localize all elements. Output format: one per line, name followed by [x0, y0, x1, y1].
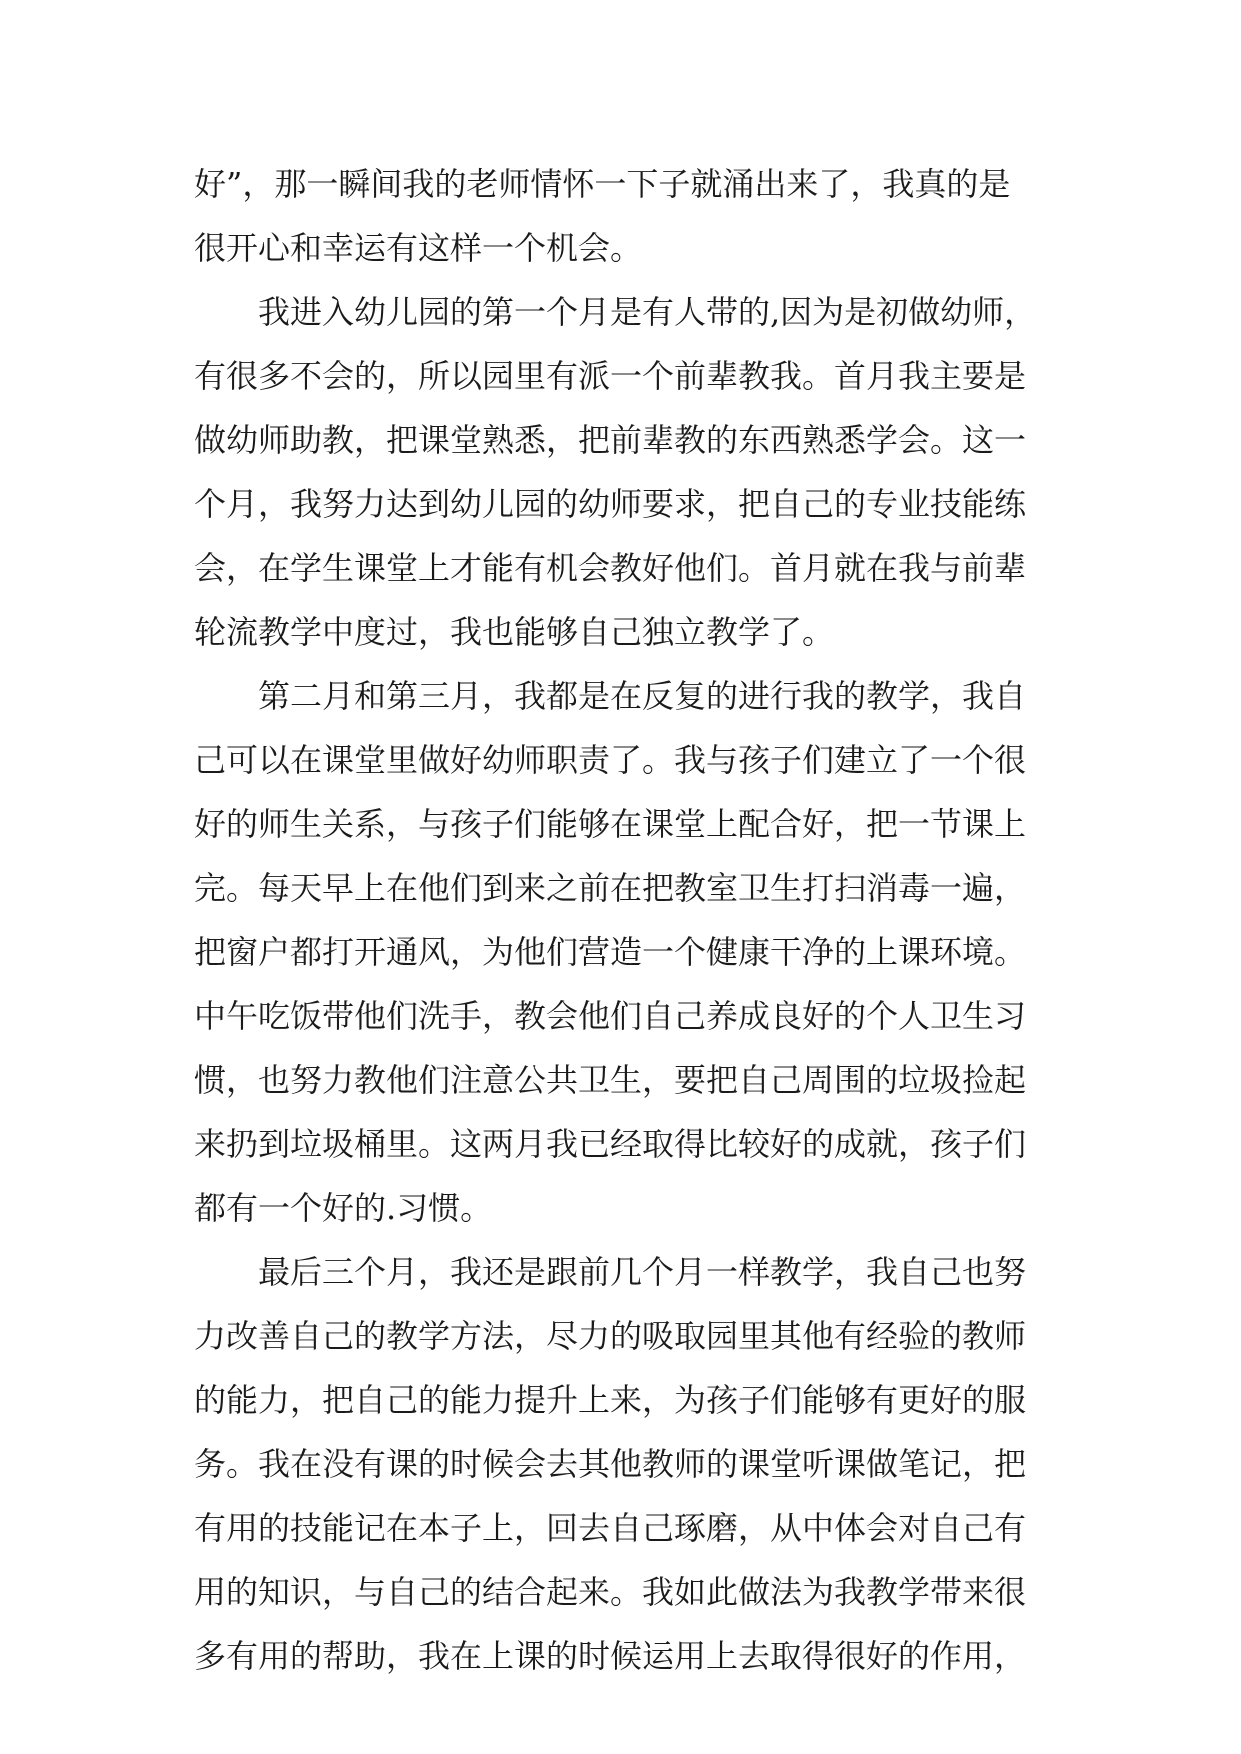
text-line: 己可以在课堂里做好幼师职责了。我与孩子们建立了一个很: [194, 741, 1027, 779]
text-line: 有用的技能记在本子上，回去自己琢磨，从中体会对自己有: [194, 1509, 1027, 1547]
text-line: 好的师生关系，与孩子们能够在课堂上配合好，把一节课上: [194, 805, 1027, 843]
text-line: 多有用的帮助，我在上课的时候运用上去取得很好的作用，: [194, 1637, 1027, 1675]
text-line: 好”，那一瞬间我的老师情怀一下子就涌出来了，我真的是: [194, 165, 1011, 203]
text-line: 轮流教学中度过，我也能够自己独立教学了。: [194, 613, 835, 651]
paragraph-first-line: 我进入幼儿园的第一个月是有人带的,因为是初做幼师，: [258, 293, 1037, 331]
text-line: 把窗户都打开通风，为他们营造一个健康干净的上课环境。: [194, 933, 1027, 971]
text-line: 有很多不会的，所以园里有派一个前辈教我。首月我主要是: [194, 357, 1027, 395]
paragraph-first-line: 最后三个月，我还是跟前几个月一样教学，我自己也努: [258, 1253, 1027, 1291]
text-line: 完。每天早上在他们到来之前在把教室卫生打扫消毒一遍，: [194, 869, 1027, 907]
text-line: 务。我在没有课的时候会去其他教师的课堂听课做笔记，把: [194, 1445, 1027, 1483]
text-line: 都有一个好的.习惯。: [194, 1189, 493, 1227]
text-line: 来扔到垃圾桶里。这两月我已经取得比较好的成就，孩子们: [194, 1125, 1027, 1163]
text-line: 力改善自己的教学方法，尽力的吸取园里其他有经验的教师: [194, 1317, 1027, 1355]
text-line: 中午吃饭带他们洗手，教会他们自己养成良好的个人卫生习: [194, 997, 1027, 1035]
text-line: 用的知识，与自己的结合起来。我如此做法为我教学带来很: [194, 1573, 1027, 1611]
text-line: 的能力，把自己的能力提升上来，为孩子们能够有更好的服: [194, 1381, 1027, 1419]
text-line: 会，在学生课堂上才能有机会教好他们。首月就在我与前辈: [194, 549, 1027, 587]
text-line: 做幼师助教，把课堂熟悉，把前辈教的东西熟悉学会。这一: [194, 421, 1027, 459]
paragraph-first-line: 第二月和第三月，我都是在反复的进行我的教学，我自: [258, 677, 1027, 715]
text-line: 个月，我努力达到幼儿园的幼师要求，把自己的专业技能练: [194, 485, 1027, 523]
text-line: 惯，也努力教他们注意公共卫生，要把自己周围的垃圾捡起: [194, 1061, 1027, 1099]
text-line: 很开心和幸运有这样一个机会。: [194, 229, 643, 267]
